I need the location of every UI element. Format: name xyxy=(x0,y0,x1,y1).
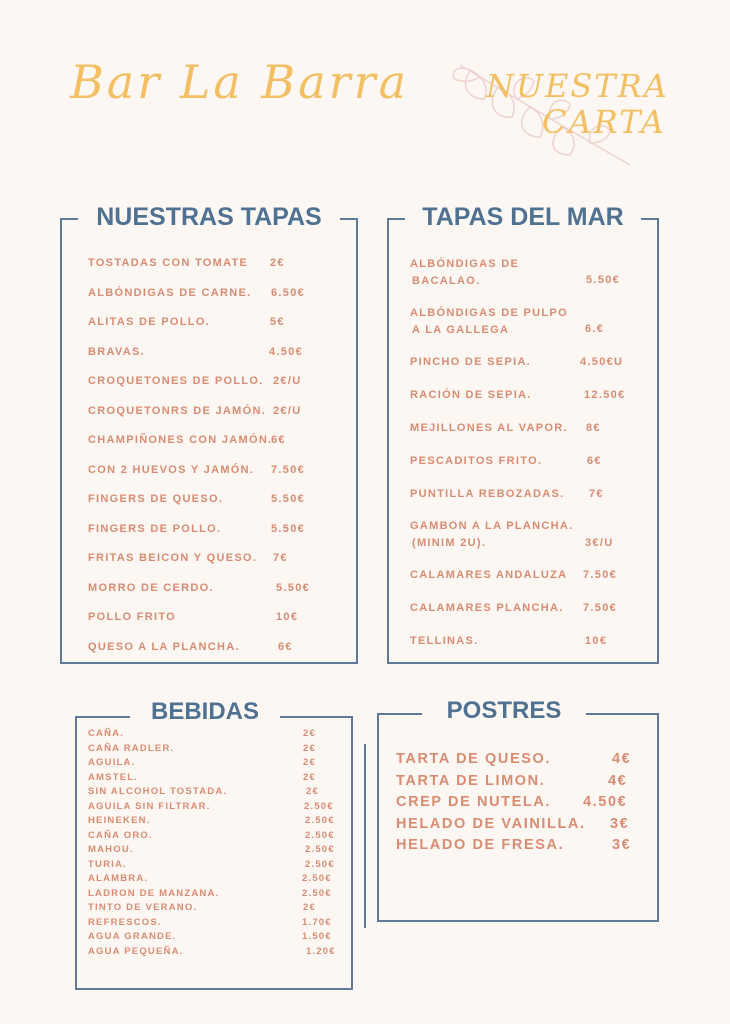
tapa-name: CHAMPIÑONES CON JAMÓN. xyxy=(88,434,273,446)
postre-name: HELADO DE VAINILLA. xyxy=(396,815,586,832)
bebida-name: CAÑA ORO. xyxy=(88,829,153,841)
tapa-price: 5.50€ xyxy=(271,522,306,535)
bebida-price: 2.50€ xyxy=(305,844,335,855)
mar-item-name: ALBÓNDIGAS DE PULPO xyxy=(410,307,568,319)
bebida-price: 2.50€ xyxy=(305,858,335,870)
mar-item-name: PINCHO DE SEPIA. xyxy=(410,356,532,368)
postre-price: 4€ xyxy=(612,751,632,767)
mar-item-name: GAMBON A LA PLANCHA. xyxy=(410,520,574,532)
postre-name: TARTA DE QUESO. xyxy=(396,751,552,767)
tapa-price: 10€ xyxy=(276,611,299,623)
postre-name: CREP DE NUTELA. xyxy=(396,794,552,810)
bebida-price: 2€ xyxy=(306,786,319,797)
tapa-price: 4.50€ xyxy=(269,345,304,358)
bebida-name: AMSTEL. xyxy=(88,771,139,783)
bebida-name: SIN ALCOHOL TOSTADA. xyxy=(88,786,228,797)
tapa-name: CROQUETONES DE POLLO. xyxy=(88,375,264,387)
tapa-name: TOSTADAS CON TOMATE xyxy=(88,257,249,269)
tapa-name: FINGERS DE POLLO. xyxy=(88,522,222,535)
tapa-price: 6.50€ xyxy=(271,286,306,299)
mar-item-name: PUNTILLA REBOZADAS. xyxy=(410,488,565,500)
restaurant-name: Bar La Barra xyxy=(70,55,410,109)
bebida-name: AGUILA SIN FILTRAR. xyxy=(88,800,211,812)
bebida-price: 2.50€ xyxy=(302,887,332,899)
postre-name: TARTA DE LIMON. xyxy=(396,772,546,789)
mar-item-price: 7€ xyxy=(589,488,604,500)
bebida-name: REFRESCOS. xyxy=(88,916,162,928)
postre-name: HELADO DE FRESA. xyxy=(396,837,565,853)
tapa-name: POLLO FRITO xyxy=(88,611,177,623)
mar-title: TAPAS DEL MAR xyxy=(405,203,641,232)
bebida-price: 2€ xyxy=(303,771,316,783)
bebida-name: CAÑA RADLER. xyxy=(88,742,175,754)
tapa-price: 2€/U xyxy=(273,404,302,417)
bebida-price: 2€ xyxy=(303,757,316,768)
tapa-price: 7.50€ xyxy=(271,463,306,476)
mar-item-name-line2: (MINIM 2U). xyxy=(412,536,487,549)
tapa-name: MORRO DE CERDO. xyxy=(88,581,214,594)
bebidas-title: BEBIDAS xyxy=(130,698,280,726)
mar-item-name: CALAMARES PLANCHA. xyxy=(410,602,564,614)
mar-item-name: MEJILLONES AL VAPOR. xyxy=(410,422,568,434)
mar-item-price: 7.50€ xyxy=(583,602,618,614)
tapa-price: 5€ xyxy=(270,316,285,328)
bebida-name: CAÑA. xyxy=(88,728,125,739)
tapa-price: 6€ xyxy=(278,640,293,653)
mar-item-name: CALAMARES ANDALUZA xyxy=(410,569,568,581)
mar-item-name: ALBÓNDIGAS DE xyxy=(410,258,520,270)
tapa-name: ALBÓNDIGAS DE CARNE. xyxy=(88,286,252,299)
mar-item-price: 10€ xyxy=(585,635,608,647)
mar-item-price: 7.50€ xyxy=(583,569,618,581)
mar-item-price: 12.50€ xyxy=(584,389,626,401)
subtitle-line-1: NUESTRA xyxy=(486,67,669,105)
tapa-name: CON 2 HUEVOS Y JAMÓN. xyxy=(88,463,255,476)
mar-item-price: 8€ xyxy=(586,422,601,434)
postre-price: 4€ xyxy=(608,772,628,789)
tapa-price: 7€ xyxy=(273,552,288,564)
tapa-price: 2€ xyxy=(270,257,285,269)
bebida-price: 2.50€ xyxy=(302,873,332,884)
postre-price: 4.50€ xyxy=(583,794,628,810)
bebida-price: 2.50€ xyxy=(305,815,335,826)
mar-item-name: RACIÓN DE SEPIA. xyxy=(410,389,532,401)
bebida-name: TINTO DE VERANO. xyxy=(88,902,198,913)
bebida-name: LADRON DE MANZANA. xyxy=(88,887,220,899)
mar-item-name-line2: A LA GALLEGA xyxy=(412,323,510,336)
bebida-price: 2€ xyxy=(303,742,316,754)
tapa-price: 5.50€ xyxy=(271,493,306,505)
mar-item-price: 4.50€U xyxy=(580,356,624,368)
tapa-name: CROQUETONRS DE JAMÓN. xyxy=(88,404,267,417)
bebida-price: 2€ xyxy=(303,902,316,913)
subtitle-line-2: CARTA xyxy=(542,103,666,141)
bebida-name: AGUA GRANDE. xyxy=(88,931,177,942)
mar-item-price: 6€ xyxy=(587,455,602,467)
mar-item-name: PESCADITOS FRITO. xyxy=(410,455,543,467)
bebida-price: 2.50€ xyxy=(305,829,335,841)
postre-price: 3€ xyxy=(610,815,630,832)
mar-item-name-line2: BACALAO. xyxy=(412,274,481,287)
tapa-name: FINGERS DE QUESO. xyxy=(88,493,224,505)
bebida-name: TURIA. xyxy=(88,858,127,870)
menu-subtitle xyxy=(486,67,669,141)
tapa-name: QUESO A LA PLANCHA. xyxy=(88,640,240,653)
tapa-name: FRITAS BEICON Y QUESO. xyxy=(88,552,258,564)
tapa-price: 6€ xyxy=(271,434,286,446)
postres-title: POSTRES xyxy=(422,697,586,725)
tapa-price: 2€/U xyxy=(273,375,302,387)
tapa-name: BRAVAS. xyxy=(88,345,145,358)
mar-item-price: 5.50€ xyxy=(586,274,621,286)
tapa-name: ALITAS DE POLLO. xyxy=(88,316,211,328)
bebida-name: AGUILA. xyxy=(88,757,136,768)
tapas-title: NUESTRAS TAPAS xyxy=(78,203,340,232)
bebida-price: 2.50€ xyxy=(304,800,334,812)
bebida-price: 1.20€ xyxy=(306,945,336,957)
bebida-price: 2€ xyxy=(303,728,316,739)
bebida-price: 1.50€ xyxy=(302,931,332,942)
bebida-name: HEINEKEN. xyxy=(88,815,151,826)
bebida-name: MAHOU. xyxy=(88,844,134,855)
bebida-price: 1.70€ xyxy=(302,916,332,928)
bebida-name: ALAMBRA. xyxy=(88,873,149,884)
mar-item-price: 6.€ xyxy=(585,323,605,335)
mar-item-price: 3€/U xyxy=(585,537,614,549)
postre-price: 3€ xyxy=(612,837,632,853)
tapa-price: 5.50€ xyxy=(276,581,311,594)
postres-divider-line xyxy=(364,744,366,928)
mar-item-name: TELLINAS. xyxy=(410,635,479,647)
bebida-name: AGUA PEQUEÑA. xyxy=(88,945,184,957)
